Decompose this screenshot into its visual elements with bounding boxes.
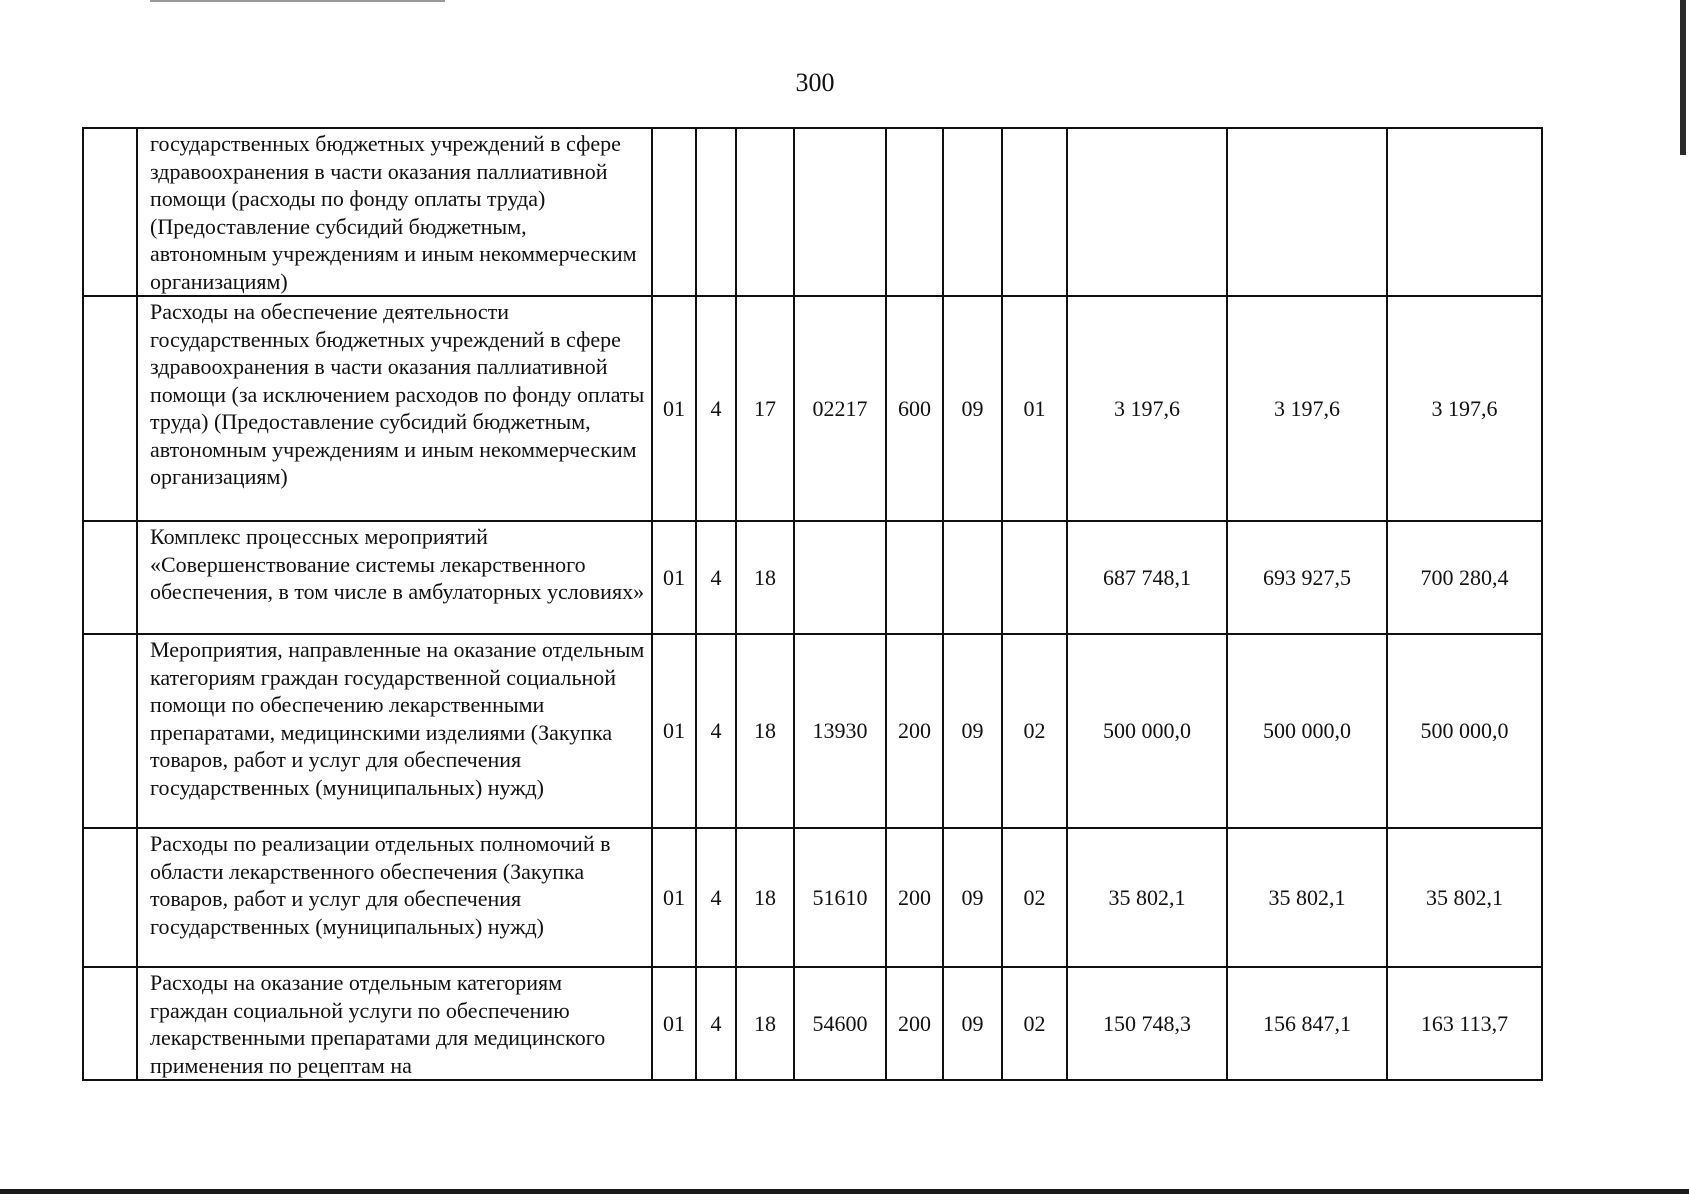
code-cell-1 [652,128,696,296]
table-row [83,828,1542,967]
amount-cell-3: 500 000,0 [1387,634,1542,828]
code-cell-1: 01 [652,828,696,967]
code-cell-1: 01 [652,296,696,521]
code-cell-5: 200 [886,828,943,967]
table-row [83,634,1542,828]
code-cell-5: 200 [886,634,943,828]
amount-cell-3 [1387,128,1542,296]
code-cell-6 [943,521,1002,634]
code-cell-4: 54600 [794,967,886,1080]
code-cell-1: 01 [652,634,696,828]
code-cell-6: 09 [943,967,1002,1080]
code-cell-7: 02 [1002,634,1067,828]
code-cell-5: 200 [886,967,943,1080]
code-cell-2: 4 [696,521,736,634]
code-cell-4 [794,128,886,296]
code-cell-7: 01 [1002,296,1067,521]
amount-cell-3: 3 197,6 [1387,296,1542,521]
amount-cell-3: 163 113,7 [1387,967,1542,1080]
code-cell-2 [696,128,736,296]
code-cell-4: 13930 [794,634,886,828]
code-cell-2: 4 [696,634,736,828]
code-cell-3 [736,128,794,296]
code-cell-1: 01 [652,521,696,634]
amount-cell-3: 35 802,1 [1387,828,1542,967]
scan-top-rule [150,0,445,2]
code-cell-4: 02217 [794,296,886,521]
description-cell: Расходы на оказание отдельным категориям граждан социальной услуги по обеспечению лекарственными препаратами для медицинского применения по рецептам на [137,967,652,1080]
amount-cell-2: 35 802,1 [1227,828,1387,967]
table-row [83,967,1542,1080]
amount-cell-2: 156 847,1 [1227,967,1387,1080]
code-cell-6: 09 [943,296,1002,521]
code-cell-2: 4 [696,828,736,967]
code-cell-7: 02 [1002,828,1067,967]
code-cell-7 [1002,521,1067,634]
description-cell: Расходы по реализации отдельных полномочий в области лекарственного обеспечения (Закупка товаров, работ и услуг для обеспечения государственных (муниципальных) нужд) [137,828,652,967]
amount-cell-3: 700 280,4 [1387,521,1542,634]
code-cell-3: 18 [736,967,794,1080]
code-cell-5 [886,521,943,634]
row-number-cell [83,967,137,1080]
row-number-cell [83,828,137,967]
row-number-cell [83,634,137,828]
code-cell-2: 4 [696,296,736,521]
amount-cell-1: 500 000,0 [1067,634,1227,828]
amount-cell-1 [1067,128,1227,296]
description-cell: государственных бюджетных учреждений в сфере здравоохранения в части оказания паллиативной помощи (расходы по фонду оплаты труда) (Предоставление субсидий бюджетным, автономным учреждениям и иным некоммерческим организациям) [137,128,652,296]
code-cell-6 [943,128,1002,296]
code-cell-3: 18 [736,634,794,828]
scan-right-edge [1680,0,1686,155]
code-cell-2: 4 [696,967,736,1080]
code-cell-1: 01 [652,967,696,1080]
amount-cell-2: 500 000,0 [1227,634,1387,828]
code-cell-7 [1002,128,1067,296]
code-cell-7: 02 [1002,967,1067,1080]
budget-table [82,127,1543,1081]
amount-cell-1: 3 197,6 [1067,296,1227,521]
table-row [83,296,1542,521]
amount-cell-2: 3 197,6 [1227,296,1387,521]
table-row [83,128,1542,296]
code-cell-4 [794,521,886,634]
description-cell: Комплекс процессных мероприятий «Совершенствование системы лекарственного обеспечения, в том числе в амбулаторных условиях» [137,521,652,634]
amount-cell-2: 693 927,5 [1227,521,1387,634]
description-cell: Расходы на обеспечение деятельности государственных бюджетных учреждений в сфере здравоохранения в части оказания паллиативной помощи (за исключением расходов по фонду оплаты труда) (Предоставление субсидий бюджетным, автономным учреждениям и иным некоммерческим организациям) [137,296,652,521]
scan-bottom-rule [0,1189,1689,1194]
code-cell-5: 600 [886,296,943,521]
amount-cell-2 [1227,128,1387,296]
code-cell-6: 09 [943,634,1002,828]
amount-cell-1: 35 802,1 [1067,828,1227,967]
code-cell-3: 18 [736,828,794,967]
amount-cell-1: 150 748,3 [1067,967,1227,1080]
table-row [83,521,1542,634]
code-cell-6: 09 [943,828,1002,967]
description-cell: Мероприятия, направленные на оказание отдельным категориям граждан государственной социальной помощи по обеспечению лекарственными препаратами, медицинскими изделиями (Закупка товаров, работ и услуг для обеспечения государственных (муниципальных) нужд) [137,634,652,828]
code-cell-3: 17 [736,296,794,521]
page-number: 300 [795,68,835,97]
code-cell-3: 18 [736,521,794,634]
amount-cell-1: 687 748,1 [1067,521,1227,634]
row-number-cell [83,296,137,521]
code-cell-5 [886,128,943,296]
row-number-cell [83,128,137,296]
code-cell-4: 51610 [794,828,886,967]
row-number-cell [83,521,137,634]
